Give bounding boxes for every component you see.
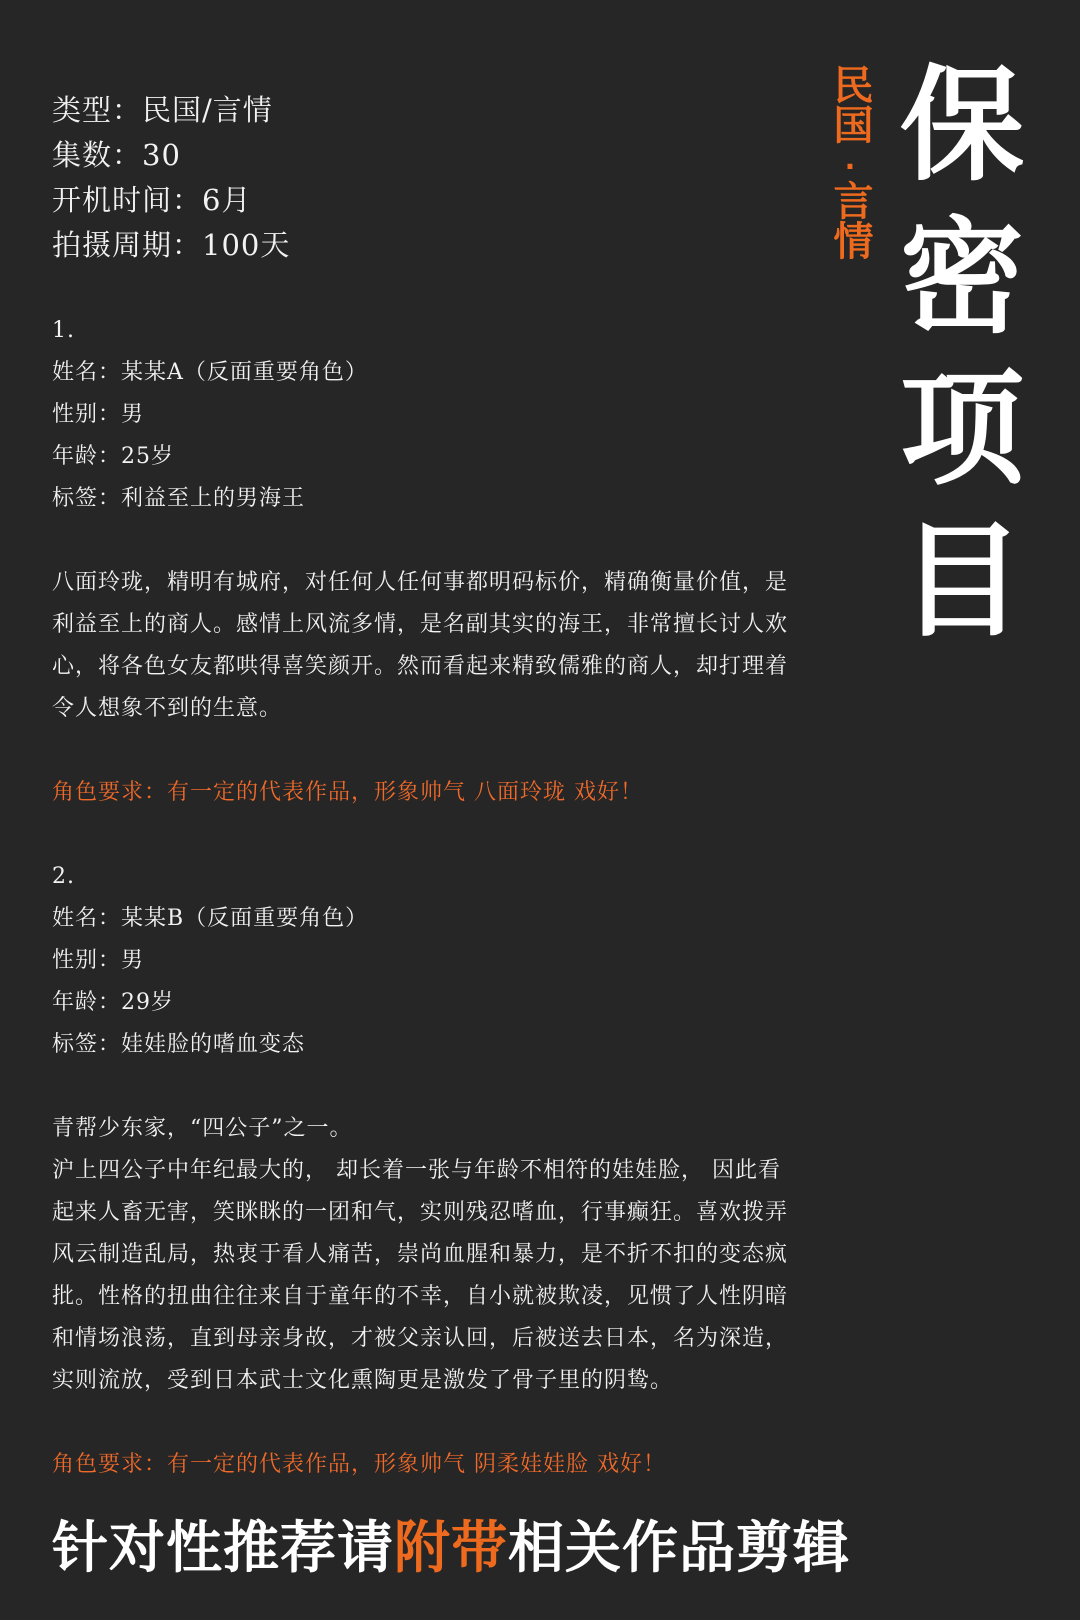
field-value: 某某B（反面重要角色） bbox=[121, 906, 369, 931]
role-description bbox=[52, 562, 832, 730]
footer-highlight: 附带 bbox=[394, 1516, 508, 1581]
description-line: 八面玲珑，精明有城府，对任何人任何事都明码标价，精确衡量价值，是 bbox=[52, 570, 789, 595]
field-label: 性别： bbox=[52, 402, 122, 427]
field-label: 性别： bbox=[52, 948, 122, 973]
field-value: 利益至上的男海王 bbox=[121, 486, 306, 511]
role-field-name bbox=[52, 352, 832, 394]
role-2 bbox=[52, 856, 832, 1486]
info-label: 类型： bbox=[52, 93, 143, 127]
info-value: 30 bbox=[142, 138, 181, 172]
role-description bbox=[52, 1108, 832, 1402]
project-info bbox=[52, 88, 290, 268]
role-1 bbox=[52, 310, 832, 814]
field-value: 25岁 bbox=[121, 444, 175, 469]
roles-list bbox=[52, 310, 832, 1486]
info-genre bbox=[52, 88, 290, 133]
info-label: 集数： bbox=[52, 138, 143, 172]
field-label: 标签： bbox=[52, 1032, 122, 1057]
info-start-time bbox=[52, 178, 290, 223]
role-field-gender bbox=[52, 940, 832, 982]
info-value: 民国/言情 bbox=[142, 93, 273, 127]
field-value: 男 bbox=[121, 948, 145, 973]
role-field-tag bbox=[52, 478, 832, 520]
description-line: 沪上四公子中年纪最大的， 却长着一张与年龄不相符的娃娃脸， 因此看 bbox=[52, 1158, 781, 1183]
description-line: 利益至上的商人。感情上风流多情，是名副其实的海王，非常擅长讨人欢 bbox=[52, 612, 789, 637]
info-shooting-period bbox=[52, 223, 290, 268]
role-requirement: 角色要求：有一定的代表作品，形象帅气 八面玲珑 戏好！ bbox=[52, 780, 643, 805]
description-line: 心，将各色女友都哄得喜笑颜开。然而看起来精致儒雅的商人，却打理着 bbox=[52, 654, 789, 679]
genre-dot: · bbox=[844, 150, 856, 183]
info-value: 100天 bbox=[202, 228, 291, 262]
field-label: 年龄： bbox=[52, 990, 122, 1015]
field-value: 娃娃脸的嗜血变态 bbox=[121, 1032, 306, 1057]
field-label: 姓名： bbox=[52, 360, 122, 385]
genre-second: 言情 bbox=[827, 180, 873, 260]
title-char: 项 bbox=[899, 358, 1024, 502]
role-field-tag bbox=[52, 1024, 832, 1066]
role-field-age bbox=[52, 982, 832, 1024]
title-char: 密 bbox=[899, 206, 1024, 350]
role-field-name bbox=[52, 898, 832, 940]
project-title bbox=[892, 50, 1032, 658]
description-line: 实则流放，受到日本武士文化熏陶更是激发了骨子里的阴鸷。 bbox=[52, 1368, 674, 1393]
field-value: 男 bbox=[121, 402, 145, 427]
title-char: 目 bbox=[899, 510, 1024, 654]
footer-text-before: 针对性推荐请 bbox=[52, 1516, 394, 1581]
field-label: 姓名： bbox=[52, 906, 122, 931]
footer-text-after: 相关作品剪辑 bbox=[508, 1516, 850, 1581]
genre-first: 民国 bbox=[827, 64, 873, 144]
field-value: 某某A（反面重要角色） bbox=[121, 360, 368, 385]
role-number: 1. bbox=[52, 318, 75, 343]
role-field-age bbox=[52, 436, 832, 478]
field-label: 年龄： bbox=[52, 444, 122, 469]
field-label: 标签： bbox=[52, 486, 122, 511]
description-line: 青帮少东家，“四公子”之一。 bbox=[52, 1116, 353, 1141]
role-field-gender bbox=[52, 394, 832, 436]
description-line: 和情场浪荡，直到母亲身故，才被父亲认回，后被送去日本，名为深造， bbox=[52, 1326, 789, 1351]
role-requirement: 角色要求：有一定的代表作品，形象帅气 阴柔娃娃脸 戏好！ bbox=[52, 1452, 666, 1477]
info-value: 6月 bbox=[202, 183, 252, 217]
description-line: 起来人畜无害，笑眯眯的一团和气，实则残忍嗜血，行事癫狂。喜欢拨弄 bbox=[52, 1200, 789, 1225]
field-value: 29岁 bbox=[121, 990, 175, 1015]
info-episodes bbox=[52, 133, 290, 178]
info-label: 拍摄周期： bbox=[52, 228, 203, 262]
description-line: 风云制造乱局，热衷于看人痛苦，崇尚血腥和暴力，是不折不扣的变态疯 bbox=[52, 1242, 789, 1267]
footer-banner bbox=[52, 1514, 1042, 1584]
title-char: 保 bbox=[899, 54, 1024, 198]
role-number: 2. bbox=[52, 864, 75, 889]
description-line: 令人想象不到的生意。 bbox=[52, 696, 283, 721]
description-line: 批。性格的扭曲往往来自于童年的不幸，自小就被欺凌，见惯了人性阴暗 bbox=[52, 1284, 789, 1309]
genre-tag bbox=[822, 64, 878, 270]
info-label: 开机时间： bbox=[52, 183, 203, 217]
